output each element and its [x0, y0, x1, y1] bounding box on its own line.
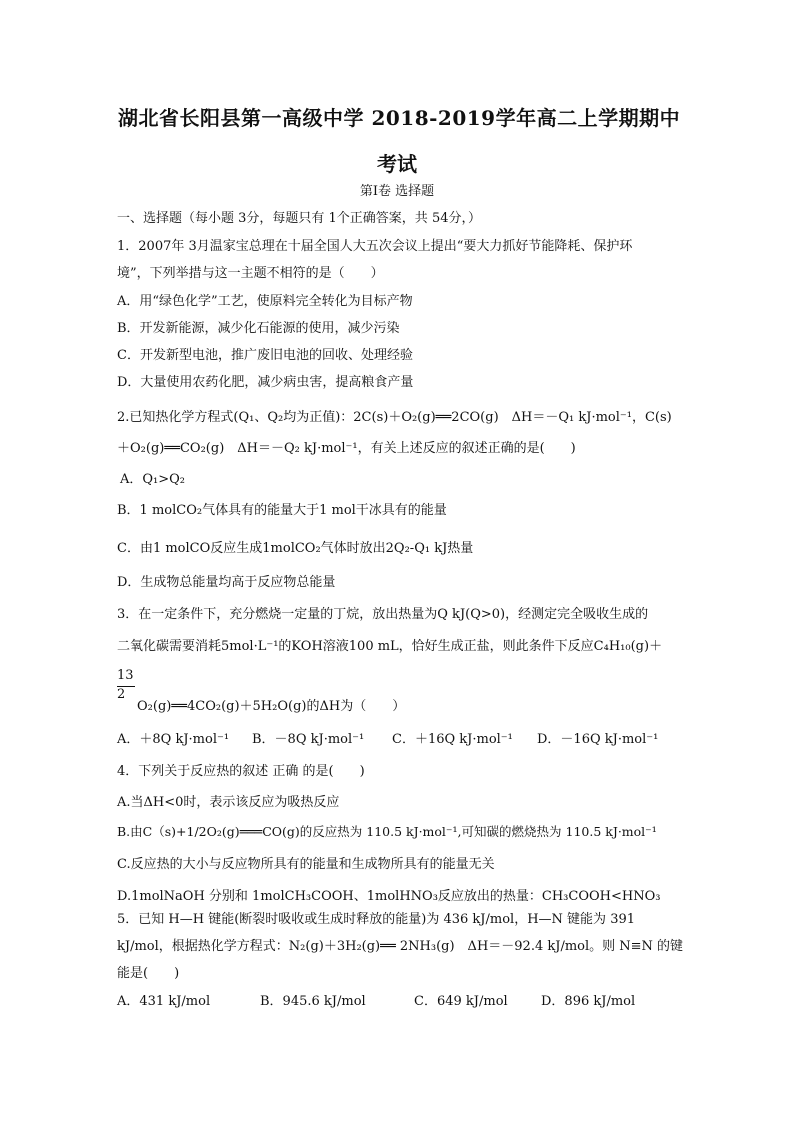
- q5-stem-line1: 5．已知 H—H 键能(断裂时吸收或生成时释放的能量)为 436 kJ/mol，H—N 键能为 391: [117, 912, 636, 927]
- q1-option-b: B．开发新能源，减少化石能源的使用，减少污染: [117, 321, 400, 336]
- q3-stem-line2: 二氧化碳需要消耗5mol·L⁻¹的KOH溶液100 mL，恰好生成正盐，则此条件下反应C₄H₁₀(g)＋: [117, 639, 663, 654]
- q5-option-a: A．431 kJ/mol: [117, 994, 211, 1009]
- q3-option-a: A．＋8Q kJ·mol⁻¹: [117, 732, 230, 747]
- q1-stem-line1: 1．2007年 3月温家宝总理在十届全国人大五次会议上提出“要大力抓好节能降耗、保护环: [117, 239, 633, 254]
- q3-stem-line1: 3．在一定条件下，充分燃烧一定量的丁烷，放出热量为Q kJ(Q>0)，经测定完全吸收生成的: [117, 607, 649, 622]
- q3-fraction-denominator: 2: [117, 687, 126, 702]
- q3-stem-line3: O₂(g)══4CO₂(g)＋5H₂O(g)的ΔH为（ ）: [137, 699, 406, 714]
- q5-option-c: C．649 kJ/mol: [414, 994, 508, 1009]
- q2-option-c: C．由1 molCO反应生成1molCO₂气体时放出2Q₂-Q₁ kJ热量: [117, 541, 474, 556]
- q3-option-d: D．－16Q kJ·mol⁻¹: [537, 732, 659, 747]
- instructions: 一、选择题（每小题 3分，每题只有 1个正确答案，共 54分，）: [117, 211, 481, 226]
- q4-option-c: C.反应热的大小与反应物所具有的能量和生成物所具有的能量无关: [117, 857, 495, 872]
- q5-stem-line3: 能是( ): [117, 966, 180, 981]
- q2-option-a: A．Q₁>Q₂: [120, 472, 186, 487]
- exam-title-line2: 考试: [377, 152, 417, 176]
- q3-option-b: B．－8Q kJ·mol⁻¹: [252, 732, 365, 747]
- q2-option-d: D．生成物总能量均高于反应物总能量: [117, 575, 336, 590]
- q4-option-a: A.当ΔH<0时，表示该反应为吸热反应: [117, 795, 340, 810]
- q1-option-d: D．大量使用农药化肥，减少病虫害，提高粮食产量: [117, 375, 414, 390]
- q3-option-c: C．＋16Q kJ·mol⁻¹: [392, 732, 513, 747]
- q4-stem: 4．下列关于反应热的叙述 正确 的是( ): [117, 764, 365, 779]
- exam-title-line1: 湖北省长阳县第一高级中学 2018-2019学年高二上学期期中: [118, 106, 681, 130]
- q5-option-d: D．896 kJ/mol: [541, 994, 636, 1009]
- q3-fraction: [117, 668, 135, 702]
- q4-option-d: D.1molNaOH 分别和 1molCH₃COOH、1molHNO₃反应放出的热量：CH₃COOH<HNO₃: [117, 889, 661, 904]
- section-heading: 第Ⅰ卷 选择题: [359, 184, 435, 199]
- q1-option-c: C．开发新型电池，推广废旧电池的回收、处理经验: [117, 348, 413, 363]
- q2-stem-line1: 2.已知热化学方程式(Q₁、Q₂均为正值)：2C(s)＋O₂(g)══2CO(g) ΔH＝－Q₁ kJ·mol⁻¹，C(s): [117, 410, 672, 425]
- q5-option-b: B．945.6 kJ/mol: [260, 994, 366, 1009]
- q5-stem-line2: kJ/mol，根据热化学方程式：N₂(g)＋3H₂(g)══ 2NH₃(g) ΔH＝－92.4 kJ/mol。则 N≡N 的键: [117, 939, 684, 954]
- q4-option-b: B.由C（s)+1/2O₂(g)═══CO(g)的反应热为 110.5 kJ·mol⁻¹,可知碳的燃烧热为 110.5 kJ·mol⁻¹: [117, 824, 657, 839]
- q1-option-a: A．用“绿色化学”工艺，使原料完全转化为目标产物: [117, 294, 413, 309]
- q2-option-b: B．1 molCO₂气体具有的能量大于1 mol干冰具有的能量: [117, 503, 447, 518]
- q2-stem-line2: ＋O₂(g)══CO₂(g) ΔH＝－Q₂ kJ·mol⁻¹，有关上述反应的叙述正确的是( ): [117, 441, 576, 456]
- q1-stem-line2: 境”，下列举措与这一主题不相符的是（ ）: [117, 266, 384, 281]
- q3-fraction-numerator: 13: [117, 668, 134, 683]
